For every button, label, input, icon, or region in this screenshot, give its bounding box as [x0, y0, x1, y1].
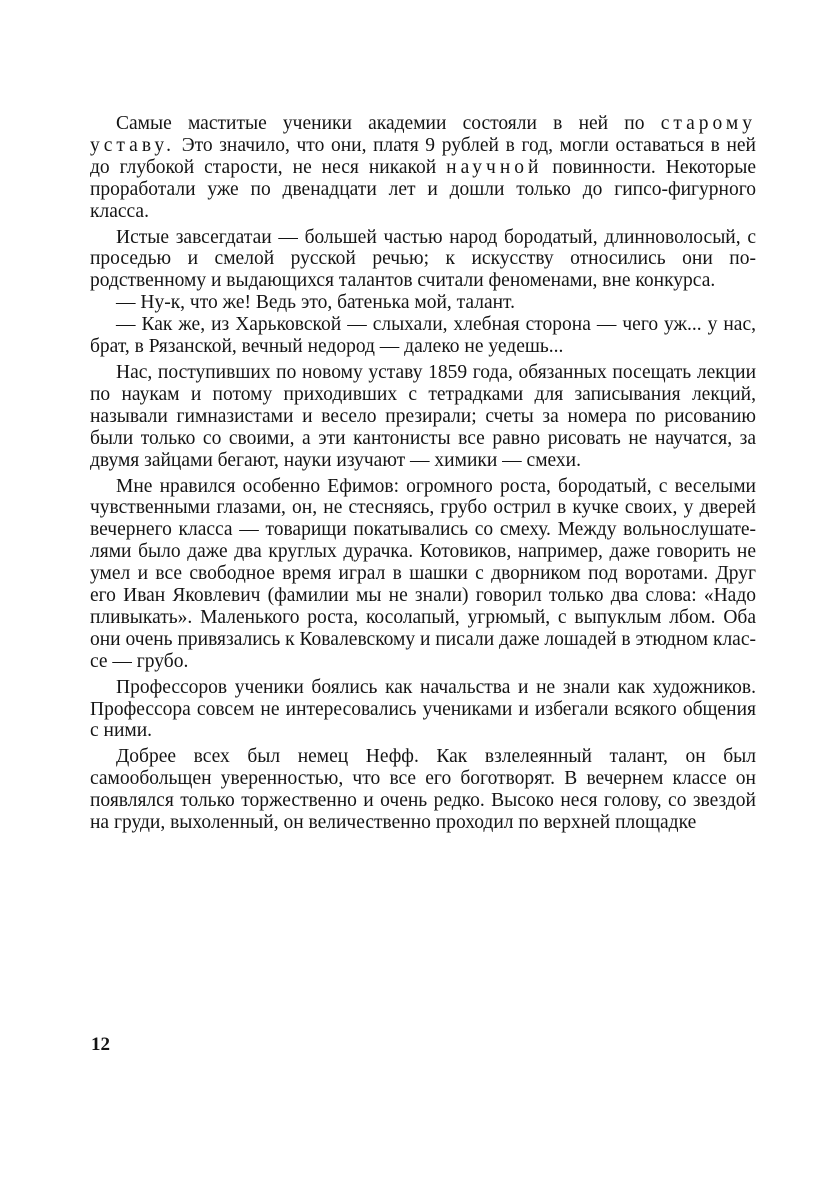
body-text: [90, 113, 756, 834]
dialog-line-2: — Как же, из Харьковской — слыхали, хлебная сторона — чего уж... у нас, брат, в Рязанской, вечный недород — далеко не уедешь...: [90, 314, 756, 358]
paragraph-6: Добрее всех был немец Нефф. Как взлелеянный талант, он был самообольщен уверенностью, что все его боготворят. В вечернем классе он появлялся только торжественно и очень редко. Высоко неся голову, со звездой на груди, выхоленный, он величественно проходил по верхней площадке: [90, 746, 756, 834]
paragraph-2: Истые завсегдатаи — большей частью народ бородатый, длинноволосый, с проседью и смелой русской речью; к искусству относились они по-родственному и выдающихся талантов считали феноменами, вне конкурса.: [90, 226, 756, 292]
paragraph-1: Самые маститые ученики академии состояли в ней по старому уставу. Это значило, что они, платя 9 рублей в год, могли оставаться в ней до глубокой старости, не неся никакой научной повинности. Некоторые проработали уже по двенадцати лет и дошли только до гипсо-фигурного класса.: [90, 113, 756, 222]
dialog-line-1: — Ну-к, что же! Ведь это, батенька мой, талант.: [116, 292, 515, 314]
spaced-emphasis: научной: [446, 156, 543, 178]
paragraph-5: Профессоров ученики боялись как начальства и не знали как художников. Профессора совсем не интересовались учениками и избегали всякого общения с ними.: [90, 676, 756, 742]
paragraph-3: Нас, поступивших по новому уставу 1859 года, обязанных посещать лекции по наукам и потому приходивших с тетрадками для записывания лекций, называли гимназистами и весело презирали; счеты за номера по рисованию были только со своими, а эти кантонисты все равно рисовать не научатся, за двумя зайцами бегают, науки изучают — химики — смехи.: [90, 361, 756, 471]
paragraph-4: Мне нравился особенно Ефимов: огромного роста, бородатый, с веселыми чувственными глазами, он, не стесняясь, грубо острил в кучке своих, у дверей вечернего класса — товарищи покатывались со смеху. Между вольнослушателями было даже два круглых дурачка. Котовиков, например, даже говорить не умел и все свободное время играл в шашки с дворником под воротами. Друг его Иван Яковлевич (фамилии мы не знали) говорил только два слова: «Надо пливыкать». Маленького роста, косолапый, угрюмый, с выпуклым лбом. Оба они очень привязались к Ковалевскому и писали даже лошадей в этюдном классе — грубо.: [90, 475, 756, 672]
page-number: 12: [91, 1034, 110, 1055]
spaced-emphasis: старому уставу.: [90, 113, 756, 156]
